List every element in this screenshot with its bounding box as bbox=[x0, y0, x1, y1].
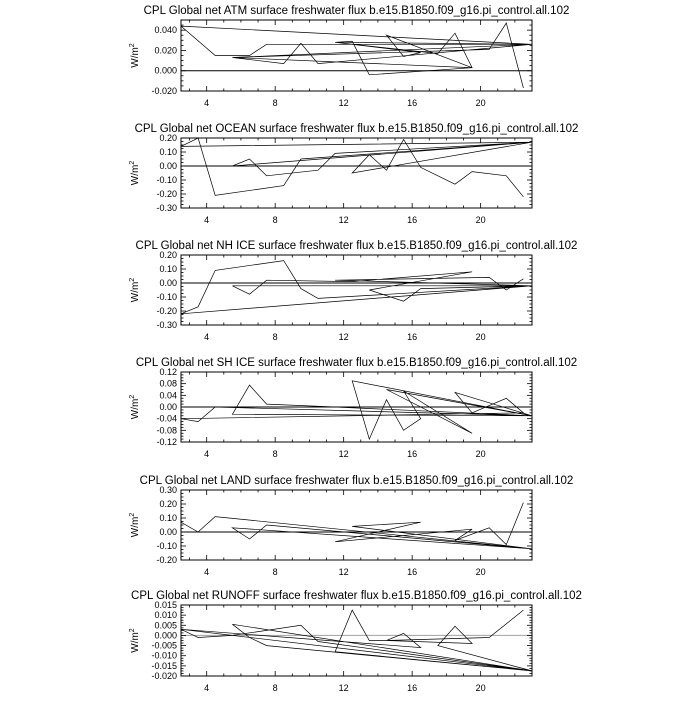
y-tick-label: -0.20 bbox=[156, 306, 177, 316]
x-tick-label: 12 bbox=[339, 449, 349, 459]
y-tick-label: -0.020 bbox=[151, 671, 177, 681]
x-tick-label: 4 bbox=[204, 98, 209, 108]
x-tick-label: 12 bbox=[339, 567, 349, 577]
x-tick-label: 12 bbox=[339, 683, 349, 693]
plot-frame bbox=[181, 138, 532, 208]
y-tick-label: 0.000 bbox=[154, 630, 177, 640]
y-tick-label: 0.00 bbox=[159, 161, 177, 171]
y-tick-label: -0.10 bbox=[156, 292, 177, 302]
y-axis-label-superscript: 2 bbox=[129, 395, 136, 399]
x-tick-label: 4 bbox=[204, 567, 209, 577]
y-axis-label-superscript: 2 bbox=[129, 161, 136, 165]
y-tick-label: -0.04 bbox=[156, 414, 177, 424]
y-tick-label: 0.20 bbox=[159, 499, 177, 509]
x-tick-label: 4 bbox=[204, 215, 209, 225]
series-line bbox=[181, 261, 532, 314]
y-tick-label: -0.005 bbox=[151, 641, 177, 651]
y-tick-label: 0.00 bbox=[159, 402, 177, 412]
y-tick-label: -0.20 bbox=[156, 555, 177, 565]
panel-4 bbox=[129, 357, 577, 459]
series-line bbox=[181, 381, 532, 439]
panel-1 bbox=[129, 5, 569, 108]
x-tick-label: 8 bbox=[273, 567, 278, 577]
y-axis-label-superscript: 2 bbox=[129, 513, 136, 517]
y-tick-label: 0.10 bbox=[159, 264, 177, 274]
chart-title: CPL Global net LAND surface freshwater flux b.e15.B1850.f09_g16.pi_control.all.102 bbox=[140, 475, 574, 487]
x-tick-label: 12 bbox=[339, 215, 349, 225]
y-tick-label: -0.020 bbox=[151, 86, 177, 96]
y-axis-label-text: W/m bbox=[130, 632, 141, 653]
x-tick-label: 8 bbox=[273, 98, 278, 108]
chart-title: CPL Global net RUNOFF surface freshwater flux b.e15.B1850.f09_g16.pi_control.all.102 bbox=[131, 590, 582, 602]
y-tick-label: -0.10 bbox=[156, 175, 177, 185]
x-tick-label: 20 bbox=[476, 215, 486, 225]
y-tick-label: 0.12 bbox=[159, 367, 177, 377]
y-tick-label: 0.015 bbox=[154, 600, 177, 610]
y-tick-label: -0.015 bbox=[151, 661, 177, 671]
y-tick-label: -0.08 bbox=[156, 425, 177, 435]
x-tick-label: 4 bbox=[204, 683, 209, 693]
chart-title: CPL Global net ATM surface freshwater flux b.e15.B1850.f09_g16.pi_control.all.102 bbox=[144, 5, 570, 17]
x-tick-label: 16 bbox=[407, 683, 417, 693]
y-axis-label bbox=[129, 628, 141, 653]
plot-frame bbox=[181, 605, 532, 676]
y-axis-label bbox=[129, 278, 141, 303]
x-tick-label: 8 bbox=[273, 332, 278, 342]
y-axis-label-text: W/m bbox=[130, 165, 141, 186]
y-tick-label: 0.000 bbox=[154, 66, 177, 76]
y-tick-label: 0.010 bbox=[154, 610, 177, 620]
plot-frame bbox=[181, 490, 532, 560]
chart-title: CPL Global net SH ICE surface freshwater flux b.e15.B1850.f09_g16.pi_control.all.102 bbox=[136, 357, 577, 369]
y-tick-label: 0.040 bbox=[154, 25, 177, 35]
y-tick-label: 0.04 bbox=[159, 390, 177, 400]
y-axis-label-text: W/m bbox=[130, 282, 141, 303]
y-tick-label: -0.30 bbox=[156, 203, 177, 213]
series-line bbox=[181, 503, 532, 549]
series-line bbox=[181, 138, 532, 197]
x-tick-label: 16 bbox=[407, 567, 417, 577]
y-tick-label: -0.30 bbox=[156, 320, 177, 330]
y-tick-label: 0.005 bbox=[154, 620, 177, 630]
x-tick-label: 12 bbox=[339, 98, 349, 108]
x-tick-label: 16 bbox=[407, 449, 417, 459]
panel-3 bbox=[129, 240, 577, 342]
series-line bbox=[181, 23, 532, 88]
y-tick-label: -0.12 bbox=[156, 437, 177, 447]
y-axis-label bbox=[129, 395, 141, 420]
y-tick-label: 0.10 bbox=[159, 513, 177, 523]
x-tick-label: 20 bbox=[476, 332, 486, 342]
y-tick-label: 0.00 bbox=[159, 278, 177, 288]
x-tick-label: 4 bbox=[204, 449, 209, 459]
panel-5 bbox=[129, 475, 573, 577]
y-axis-label-superscript: 2 bbox=[129, 628, 136, 632]
y-axis-label bbox=[129, 161, 141, 186]
y-axis-label-text: W/m bbox=[130, 399, 141, 420]
y-axis-label-text: W/m bbox=[130, 517, 141, 538]
x-tick-label: 16 bbox=[407, 332, 417, 342]
y-tick-label: 0.08 bbox=[159, 379, 177, 389]
series-line bbox=[181, 610, 532, 671]
y-tick-label: 0.30 bbox=[159, 485, 177, 495]
chart-title: CPL Global net NH ICE surface freshwater flux b.e15.B1850.f09_g16.pi_control.all.102 bbox=[136, 240, 578, 252]
y-tick-label: -0.20 bbox=[156, 189, 177, 199]
x-tick-label: 16 bbox=[407, 215, 417, 225]
x-tick-label: 20 bbox=[476, 683, 486, 693]
x-tick-label: 8 bbox=[273, 683, 278, 693]
y-axis-label bbox=[129, 43, 141, 68]
x-tick-label: 20 bbox=[476, 567, 486, 577]
y-tick-label: 0.20 bbox=[159, 133, 177, 143]
y-axis-label-superscript: 2 bbox=[129, 278, 136, 282]
y-tick-label: 0.20 bbox=[159, 250, 177, 260]
panel-2 bbox=[129, 123, 578, 225]
y-tick-label: 0.10 bbox=[159, 147, 177, 157]
x-tick-label: 16 bbox=[407, 98, 417, 108]
y-axis-label-text: W/m bbox=[130, 47, 141, 68]
x-tick-label: 8 bbox=[273, 215, 278, 225]
x-tick-label: 12 bbox=[339, 332, 349, 342]
y-axis-label-superscript: 2 bbox=[129, 43, 136, 47]
x-tick-label: 4 bbox=[204, 332, 209, 342]
x-tick-label: 20 bbox=[476, 449, 486, 459]
y-tick-label: -0.10 bbox=[156, 541, 177, 551]
y-tick-label: -0.010 bbox=[151, 651, 177, 661]
y-axis-label bbox=[129, 513, 141, 538]
x-tick-label: 8 bbox=[273, 449, 278, 459]
panel-6 bbox=[129, 590, 582, 693]
chart-title: CPL Global net OCEAN surface freshwater flux b.e15.B1850.f09_g16.pi_control.all.102 bbox=[135, 123, 579, 135]
x-tick-label: 20 bbox=[476, 98, 486, 108]
y-tick-label: 0.00 bbox=[159, 527, 177, 537]
y-tick-label: 0.020 bbox=[154, 45, 177, 55]
